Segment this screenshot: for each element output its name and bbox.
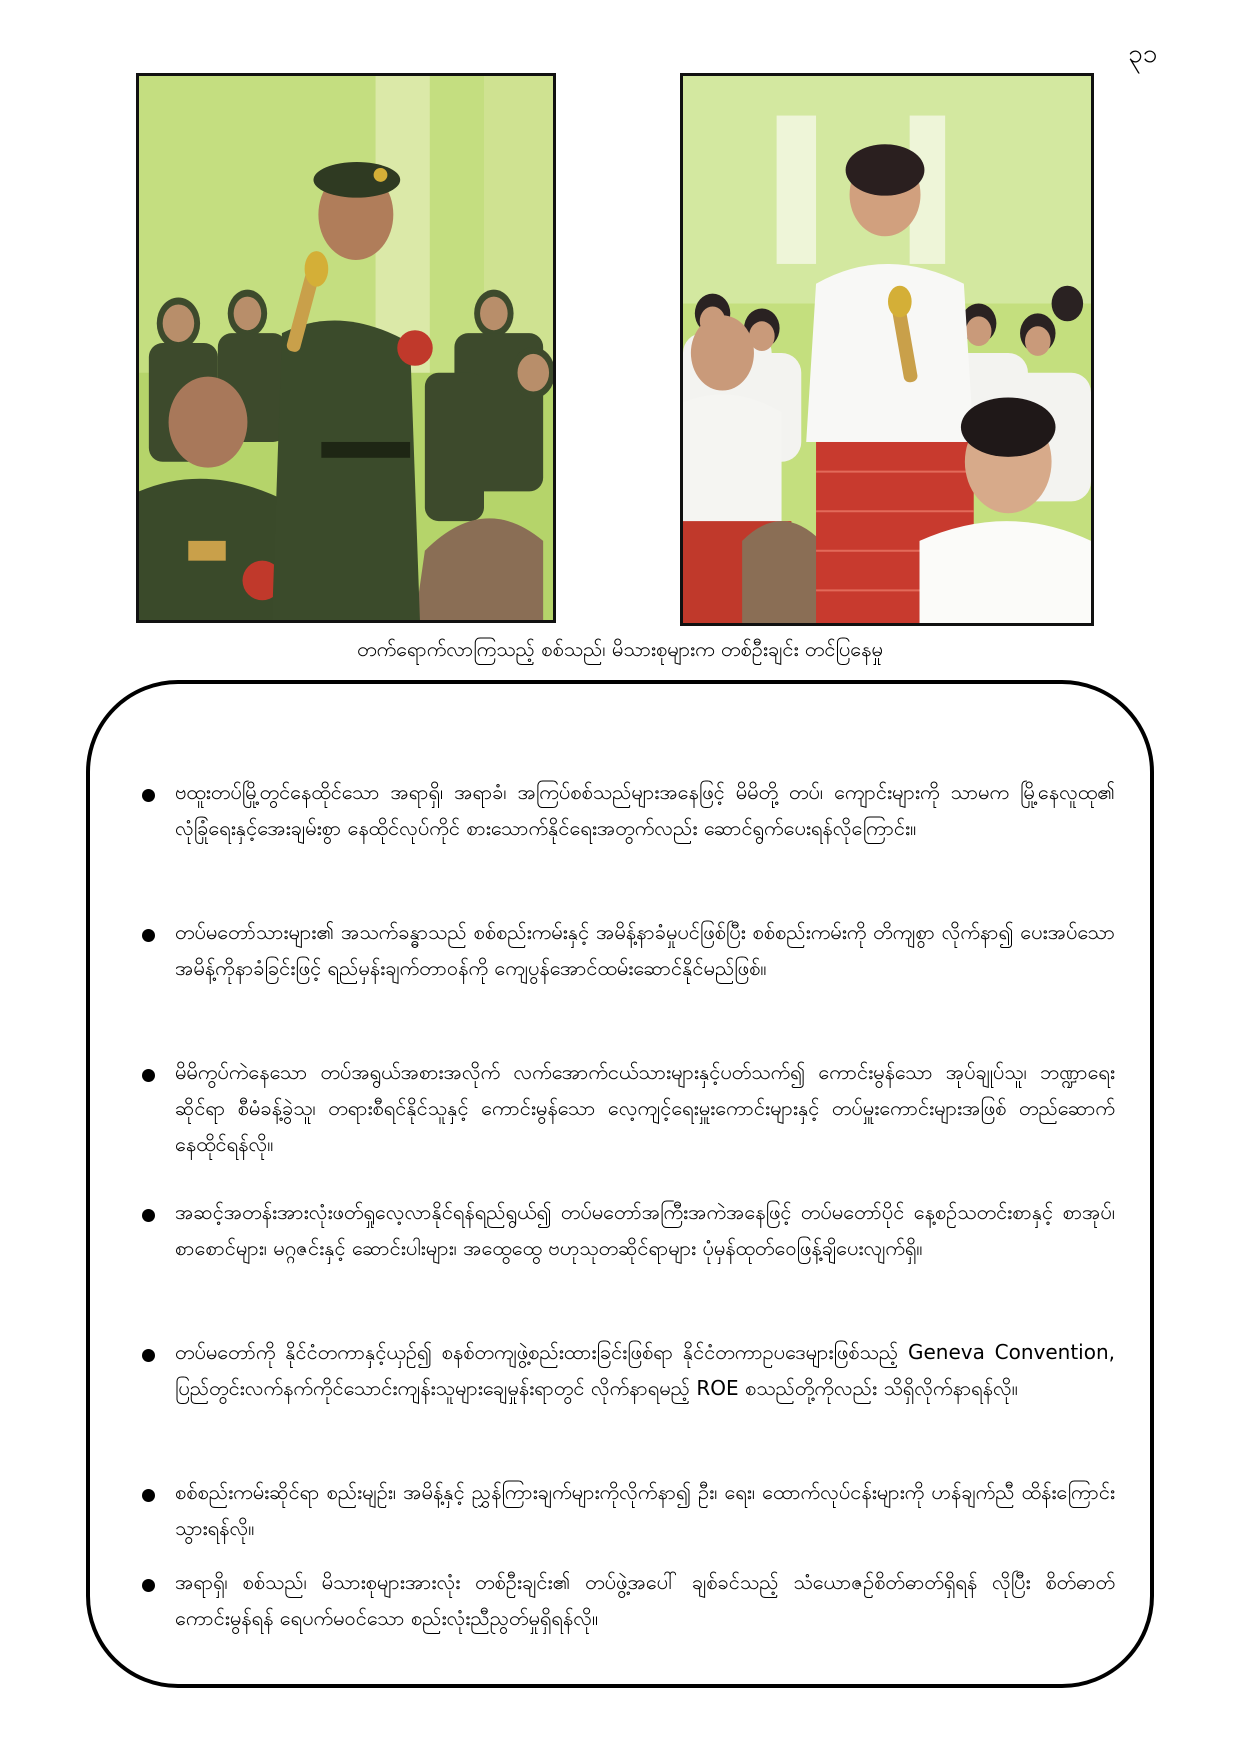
woman-with-microphone-icon [683,76,1091,623]
bullet-text: တပ်မတော်ကို နိုင်ငံတကာနှင့်ယှဉ်၍ စနစ်တကျဖွဲ့စည်းထားခြင်းဖြစ်ရာ နိုင်ငံတကာဥပဒေများဖြစ်သည့် Geneva Convention, ပြည်တွင်းလက်နက်ကိုင်သောင်းကျန်းသူများချေမှုန်းရာတွင် လိုက်နာရမည့် ROE စသည်တို့ကိုလည်း သိရှိလိုက်နာရန်လို။ [175,1340,1115,1400]
bullet-icon [142,929,155,942]
bullet-icon [142,1209,155,1222]
photo-woman-speaking [680,73,1094,626]
bullet-icon [142,1489,155,1502]
bullet-text: အဆင့်အတန်းအားလုံးဖတ်ရှုလေ့လာနိုင်ရန်ရည်ရွယ်၍ တပ်မတော်အကြီးအကဲအနေဖြင့် တပ်မတော်ပိုင် နေ့စဉ်သတင်းစာနှင့် စာအုပ်၊ စာစောင်များ၊ မဂ္ဂဇင်းနှင့် ဆောင်းပါးများ၊ အထွေထွေ ဗဟုသုတဆိုင်ရာများ ပုံမှန်ထုတ်ဝေဖြန့်ချိပေးလျက်ရှိ။ [175,1200,1115,1260]
photo-soldier-speaking [136,73,556,623]
bullet-text: တပ်မတော်သားများ၏ အသက်ခန္ဓာသည် စစ်စည်းကမ်းနှင့် အမိန့်နာခံမှုပင်ဖြစ်ပြီး စစ်စည်းကမ်းကို တိကျစွာ လိုက်နာ၍ ပေးအပ်သော အမိန့်ကိုနာခံခြင်းဖြင့် ရည်မှန်းချက်တာဝန်ကို ကျေပွန်အောင်ထမ်းဆောင်နိုင်မည်ဖြစ်။ [175,920,1115,980]
bullet-text: ဗထူးတပ်မြို့တွင်နေထိုင်သော အရာရှိ၊ အရာခံ၊ အကြပ်စစ်သည်များအနေဖြင့် မိမိတို့ တပ်၊ ကျောင်းများကို သာမက မြို့နေလူထု၏ လုံခြုံရေးနှင့်အေးချမ်းစွာ နေထိုင်လုပ်ကိုင် စားသောက်နိုင်ရေးအတွက်လည်း ဆောင်ရွက်ပေးရန်လိုကြောင်း။ [175,780,1115,840]
bullet-text: စစ်စည်းကမ်းဆိုင်ရာ စည်းမျဉ်း၊ အမိန့်နှင့် ညွှန်ကြားချက်များကိုလိုက်နာ၍ ဦး၊ ရေး၊ ထောက်လုပ်ငန်းများကို ဟန်ချက်ညီ ထိန်းကြောင်းသွားရန်လို။ [175,1480,1115,1540]
bullet-icon [142,1069,155,1082]
bullet-box [86,680,1154,1688]
soldier-with-microphone-icon [139,76,553,620]
bullet-text: မိမိကွပ်ကဲနေသော တပ်အရွယ်အစားအလိုက် လက်အောက်ငယ်သားများနှင့်ပတ်သက်၍ ကောင်းမွန်သော အုပ်ချုပ်သူ၊ ဘဏ္ဍာရေးဆိုင်ရာ စီမံခန့်ခွဲသူ၊ တရားစီရင်နိုင်သူနှင့် ကောင်းမွန်သော လေ့ကျင့်ရေးမှူးကောင်းများနှင့် တပ်မှူးကောင်းများအဖြစ် တည်ဆောက်နေထိုင်ရန်လို။ [175,1060,1115,1156]
bullet-icon [142,1579,155,1592]
bullet-text: အရာရှိ၊ စစ်သည်၊ မိသားစုများအားလုံး တစ်ဦးချင်း၏ တပ်ဖွဲ့အပေါ် ချစ်ခင်သည့် သံယောဇဉ်စိတ်ဓာတ်ရှိရန် လိုပြီး စိတ်ဓာတ်ကောင်းမွန်ရန် ရေပက်မဝင်သော စည်းလုံးညီညွတ်မှုရှိရန်လို။ [175,1570,1115,1630]
bullet-icon [142,789,155,802]
bullet-icon [142,1349,155,1362]
page-number: ၃၁ [1128,39,1158,69]
photo-caption: တက်ရောက်လာကြသည့် စစ်သည်၊ မိသားစုများက တစ်ဦးချင်း တင်ပြနေမှု [357,637,883,661]
